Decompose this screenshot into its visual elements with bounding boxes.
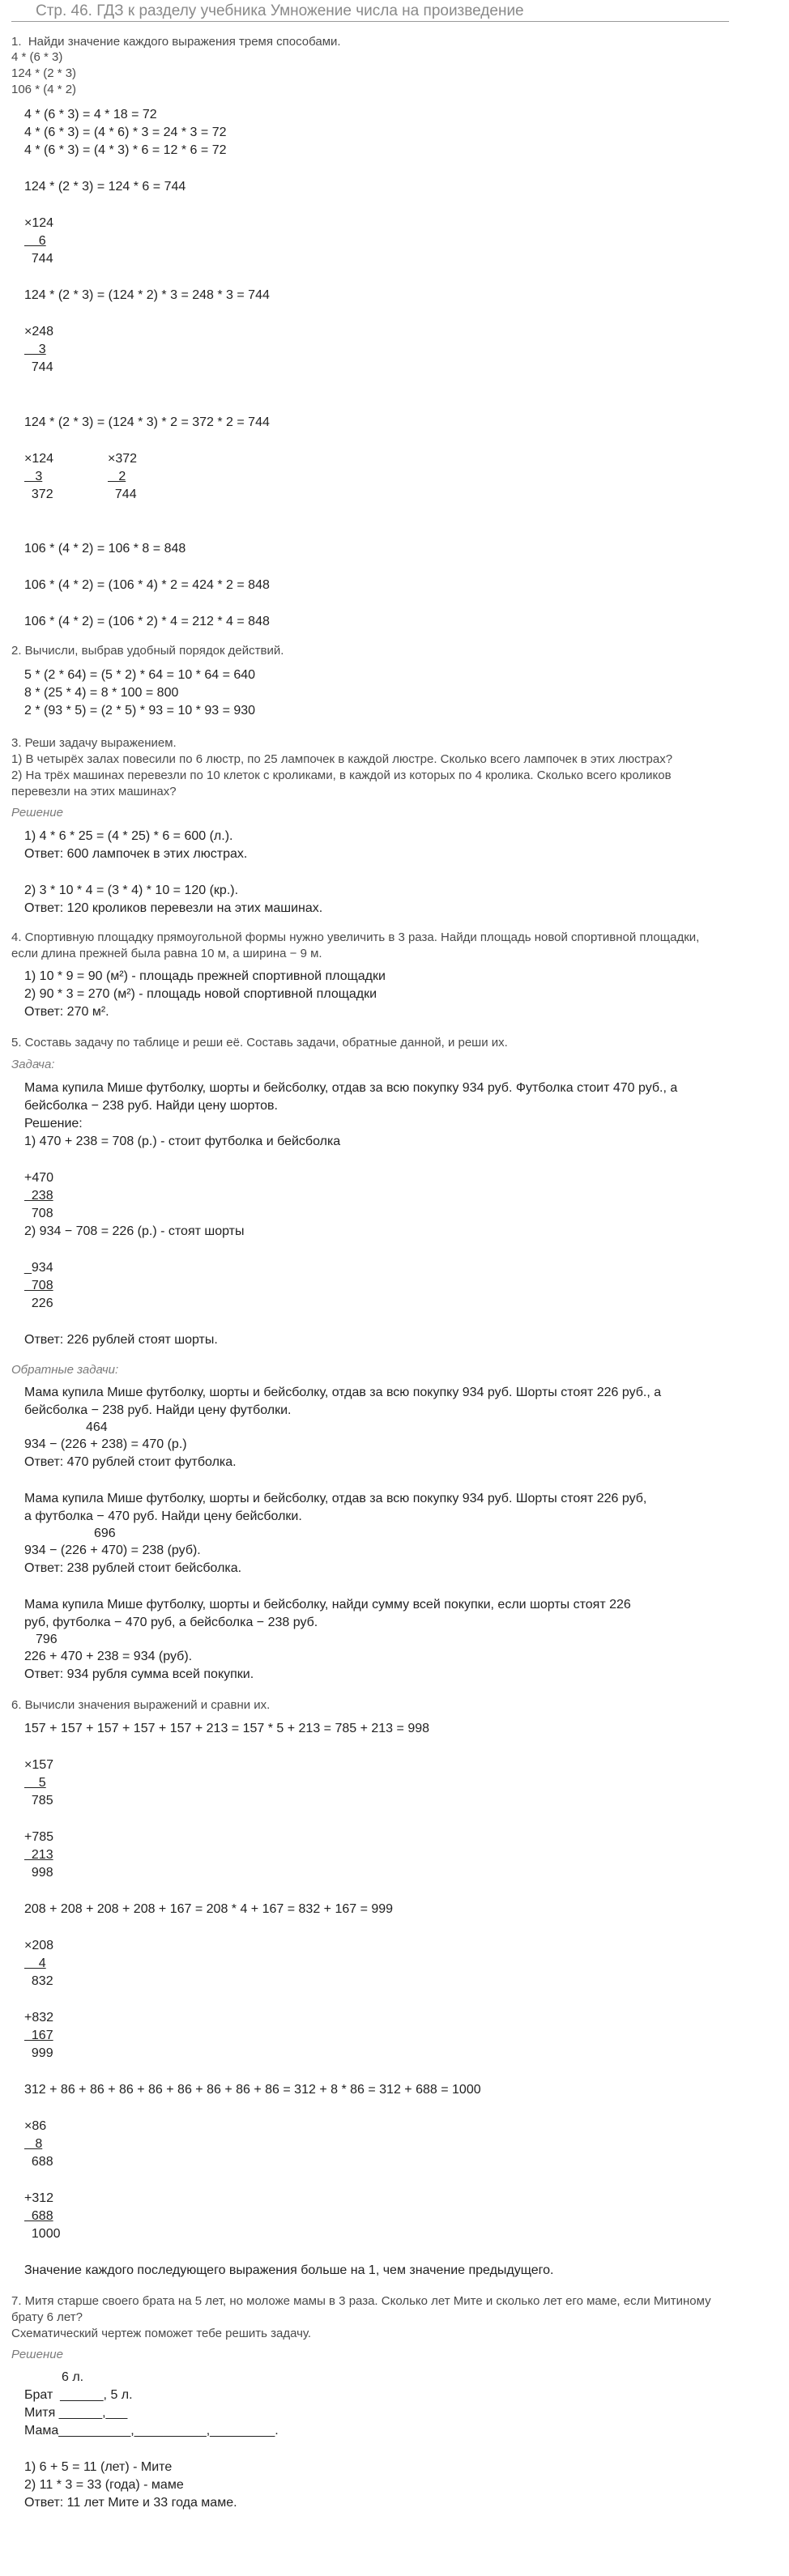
solution-line: Значение каждого последующего выражения больше на 1, чем значение предыдущего. — [24, 2263, 554, 2277]
solution-line: 3 — [24, 470, 43, 483]
solution-line: 124 * (2 * 3) = 124 * 6 = 744 — [24, 180, 186, 194]
solution-line: ×208 — [24, 1939, 54, 1952]
solution-line: 167 — [24, 2029, 53, 2042]
solution-line: +832 — [24, 2011, 54, 2025]
solution-line: 934 − (226 + 470) = 238 (руб). — [24, 1543, 201, 1557]
solution-line: 688 — [24, 2155, 53, 2169]
section-label: Решение — [11, 2348, 63, 2361]
solution-line: 744 — [108, 488, 137, 501]
solution-line: 744 — [24, 360, 53, 374]
task-text: если длина прежней была равна 10 м, а ширина − 9 м. — [11, 947, 322, 960]
page-header — [11, 2, 729, 22]
solution-line: 696 — [94, 1526, 116, 1540]
solution-line: 4 * (6 * 3) = (4 * 3) * 6 = 12 * 6 = 72 — [24, 143, 227, 157]
section-label: Задача: — [11, 1058, 55, 1071]
solution-line: 998 — [24, 1866, 53, 1880]
solution-line: 464 — [86, 1420, 108, 1434]
task-text: перевезли на этих машинах? — [11, 785, 177, 798]
section-label: Решение — [11, 806, 63, 820]
solution-line: Мама__________,__________,_________. — [24, 2424, 279, 2438]
solution-line: 785 — [24, 1794, 53, 1807]
task-text: 5. Составь задачу по таблице и реши её. Составь задачи, обратные данной, и реши их. — [11, 1036, 508, 1050]
task-text: 4. Спортивную площадку прямоугольной формы нужно увеличить в 3 раза. Найди площадь новой спортивной площадки, — [11, 930, 700, 944]
solution-line: 688 — [24, 2209, 53, 2223]
solution-line: 744 — [24, 252, 53, 266]
solution-line: 372 — [24, 488, 53, 501]
task-text: 4 * (6 * 3) — [11, 50, 63, 64]
solution-line: ×124 — [24, 452, 54, 466]
page-title: Стр. 46. ГДЗ к разделу учебника Умножение числа на произведение — [36, 2, 524, 19]
solution-line: 4 — [24, 1956, 46, 1970]
solution-line: 2) 3 * 10 * 4 = (3 * 4) * 10 = 120 (кр.). — [24, 884, 239, 897]
solution-line: 1) 6 + 5 = 11 (лет) - Мите — [24, 2460, 173, 2474]
solution-line: 157 + 157 + 157 + 157 + 157 + 213 = 157 * 5 + 213 = 785 + 213 = 998 — [24, 1722, 430, 1735]
solution-line: 2) 90 * 3 = 270 (м²) - площадь новой спортивной площадки — [24, 987, 377, 1001]
solution-line: 238 — [24, 1189, 53, 1203]
solution-line: 4 * (6 * 3) = 4 * 18 = 72 — [24, 108, 157, 121]
section-label: Обратные задачи: — [11, 1363, 119, 1377]
solution-line: Ответ: 238 рублей стоит бейсболка. — [24, 1561, 242, 1575]
solution-line: 5 * (2 * 64) = (5 * 2) * 64 = 10 * 64 = 640 — [24, 668, 256, 682]
solution-line: 208 + 208 + 208 + 208 + 167 = 208 * 4 + 167 = 832 + 167 = 999 — [24, 1902, 394, 1916]
solution-line: 708 — [24, 1279, 53, 1292]
task-text: брату 6 лет? — [11, 2310, 83, 2324]
solution-line: Мама купила Мише футболку, шорты и бейсболку, отдав за всю покупку 934 руб. Шорты стоят 226 руб., а — [24, 1386, 662, 1399]
solution-line: 1) 470 + 238 = 708 (р.) - стоит футболка и бейсболка — [24, 1135, 341, 1148]
solution-line: +312 — [24, 2191, 54, 2205]
solution-line: а футболка − 470 руб. Найди цену бейсболки. — [24, 1509, 302, 1523]
solution-line: бейсболка − 238 руб. Найди цену футболки. — [24, 1403, 292, 1417]
solution-line: 1000 — [24, 2227, 61, 2241]
solution-line: Мама купила Мише футболку, шорты и бейсболку, отдав за всю покупку 934 руб. Футболка стоит 470 руб., а — [24, 1081, 678, 1095]
solution-line: ×124 — [24, 216, 54, 230]
solution-line: 2) 11 * 3 = 33 (года) - маме — [24, 2478, 184, 2492]
solution-line: 1) 4 * 6 * 25 = (4 * 25) * 6 = 600 (л.). — [24, 829, 233, 843]
task-text: Схематический чертеж поможет тебе решить задачу. — [11, 2327, 312, 2340]
solution-line: 106 * (4 * 2) = (106 * 4) * 2 = 424 * 2 = 848 — [24, 578, 270, 592]
solution-line: +785 — [24, 1830, 54, 1844]
solution-line: Мама купила Мише футболку, шорты и бейсболку, отдав за всю покупку 934 руб. Шорты стоят 226 руб, — [24, 1492, 647, 1505]
task-text: 1) В четырёх залах повесили по 6 люстр, по 25 лампочек в каждой люстре. Сколько всего лампочек в этих люстрах? — [11, 752, 673, 766]
solution-line: ×157 — [24, 1758, 54, 1772]
solution-line: 999 — [24, 2046, 53, 2060]
solution-line: 8 — [24, 2137, 43, 2151]
solution-line: Брат ______, 5 л. — [24, 2388, 133, 2402]
solution-line: 6 л. — [62, 2370, 84, 2384]
solution-line: ×86 — [24, 2119, 47, 2133]
solution-line: 5 — [24, 1776, 46, 1790]
solution-line: 213 — [24, 1848, 53, 1862]
solution-line: 1) 10 * 9 = 90 (м²) - площадь прежней спортивной площадки — [24, 969, 386, 983]
solution-line: 226 + 470 + 238 = 934 (руб). — [24, 1650, 193, 1663]
solution-line: ×372 — [108, 452, 138, 466]
solution-line: Митя ______,___ — [24, 2406, 128, 2420]
solution-line: ×248 — [24, 325, 54, 338]
solution-line: 226 — [24, 1297, 53, 1310]
solution-line: Ответ: 600 лампочек в этих люстрах. — [24, 847, 248, 861]
solution-line: 124 * (2 * 3) = (124 * 3) * 2 = 372 * 2 = 744 — [24, 415, 270, 429]
solution-line: руб, футболка − 470 руб, а бейсболка − 238 руб. — [24, 1616, 318, 1629]
solution-line: 832 — [24, 1974, 53, 1988]
task-text: 6. Вычисли значения выражений и сравни их. — [11, 1698, 271, 1712]
solution-line: 3 — [24, 343, 46, 356]
task-text: 2) На трёх машинах перевезли по 10 клеток с кроликами, в каждой из которых по 4 кролика. Сколько всего кроликов — [11, 769, 672, 782]
solution-line: 106 * (4 * 2) = 106 * 8 = 848 — [24, 542, 186, 556]
solution-line: Мама купила Мише футболку, шорты и бейсболку, найди сумму всей покупки, если шорты стоят 226 — [24, 1598, 631, 1612]
solution-line: 2 — [108, 470, 126, 483]
solution-line: 796 — [36, 1633, 58, 1646]
task-text: 106 * (4 * 2) — [11, 83, 77, 96]
solution-line: 312 + 86 + 86 + 86 + 86 + 86 + 86 + 86 + 86 = 312 + 8 * 86 = 312 + 688 = 1000 — [24, 2083, 481, 2097]
solution-line: 2) 934 − 708 = 226 (р.) - стоят шорты — [24, 1224, 245, 1238]
solution-line: 8 * (25 * 4) = 8 * 100 = 800 — [24, 686, 179, 700]
solution-line: Ответ: 120 кроликов перевезли на этих машинах. — [24, 901, 323, 915]
task-text: 7. Митя старше своего брата на 5 лет, но моложе мамы в 3 раза. Сколько лет Мите и сколько лет его маме, если Митиному — [11, 2294, 711, 2308]
solution-line: Ответ: 226 рублей стоят шорты. — [24, 1333, 218, 1347]
solution-line: Решение: — [24, 1117, 83, 1130]
solution-line: 4 * (6 * 3) = (4 * 6) * 3 = 24 * 3 = 72 — [24, 126, 227, 139]
solution-line: 106 * (4 * 2) = (106 * 2) * 4 = 212 * 4 = 848 — [24, 615, 270, 628]
solution-line: Ответ: 11 лет Мите и 33 года маме. — [24, 2496, 237, 2510]
task-text: 1. Найди значение каждого выражения тремя способами. — [11, 35, 341, 49]
task-text: 124 * (2 * 3) — [11, 66, 77, 80]
solution-line: 6 — [24, 234, 46, 248]
solution-line: 124 * (2 * 3) = (124 * 2) * 3 = 248 * 3 = 744 — [24, 288, 270, 302]
solution-line: 934 − (226 + 238) = 470 (р.) — [24, 1437, 187, 1451]
solution-line: Ответ: 934 рубля сумма всей покупки. — [24, 1667, 254, 1681]
solution-line: _934 — [24, 1261, 53, 1275]
solution-line: 708 — [24, 1207, 53, 1220]
task-text: 2. Вычисли, выбрав удобный порядок действий. — [11, 644, 284, 658]
solution-line: Ответ: 270 м². — [24, 1005, 109, 1019]
solution-line: 2 * (93 * 5) = (2 * 5) * 93 = 10 * 93 = 930 — [24, 704, 256, 717]
solution-line: Ответ: 470 рублей стоит футболка. — [24, 1455, 237, 1469]
task-text: 3. Реши задачу выражением. — [11, 736, 177, 750]
solution-line: +470 — [24, 1171, 54, 1185]
solution-line: бейсболка − 238 руб. Найди цену шортов. — [24, 1099, 278, 1113]
